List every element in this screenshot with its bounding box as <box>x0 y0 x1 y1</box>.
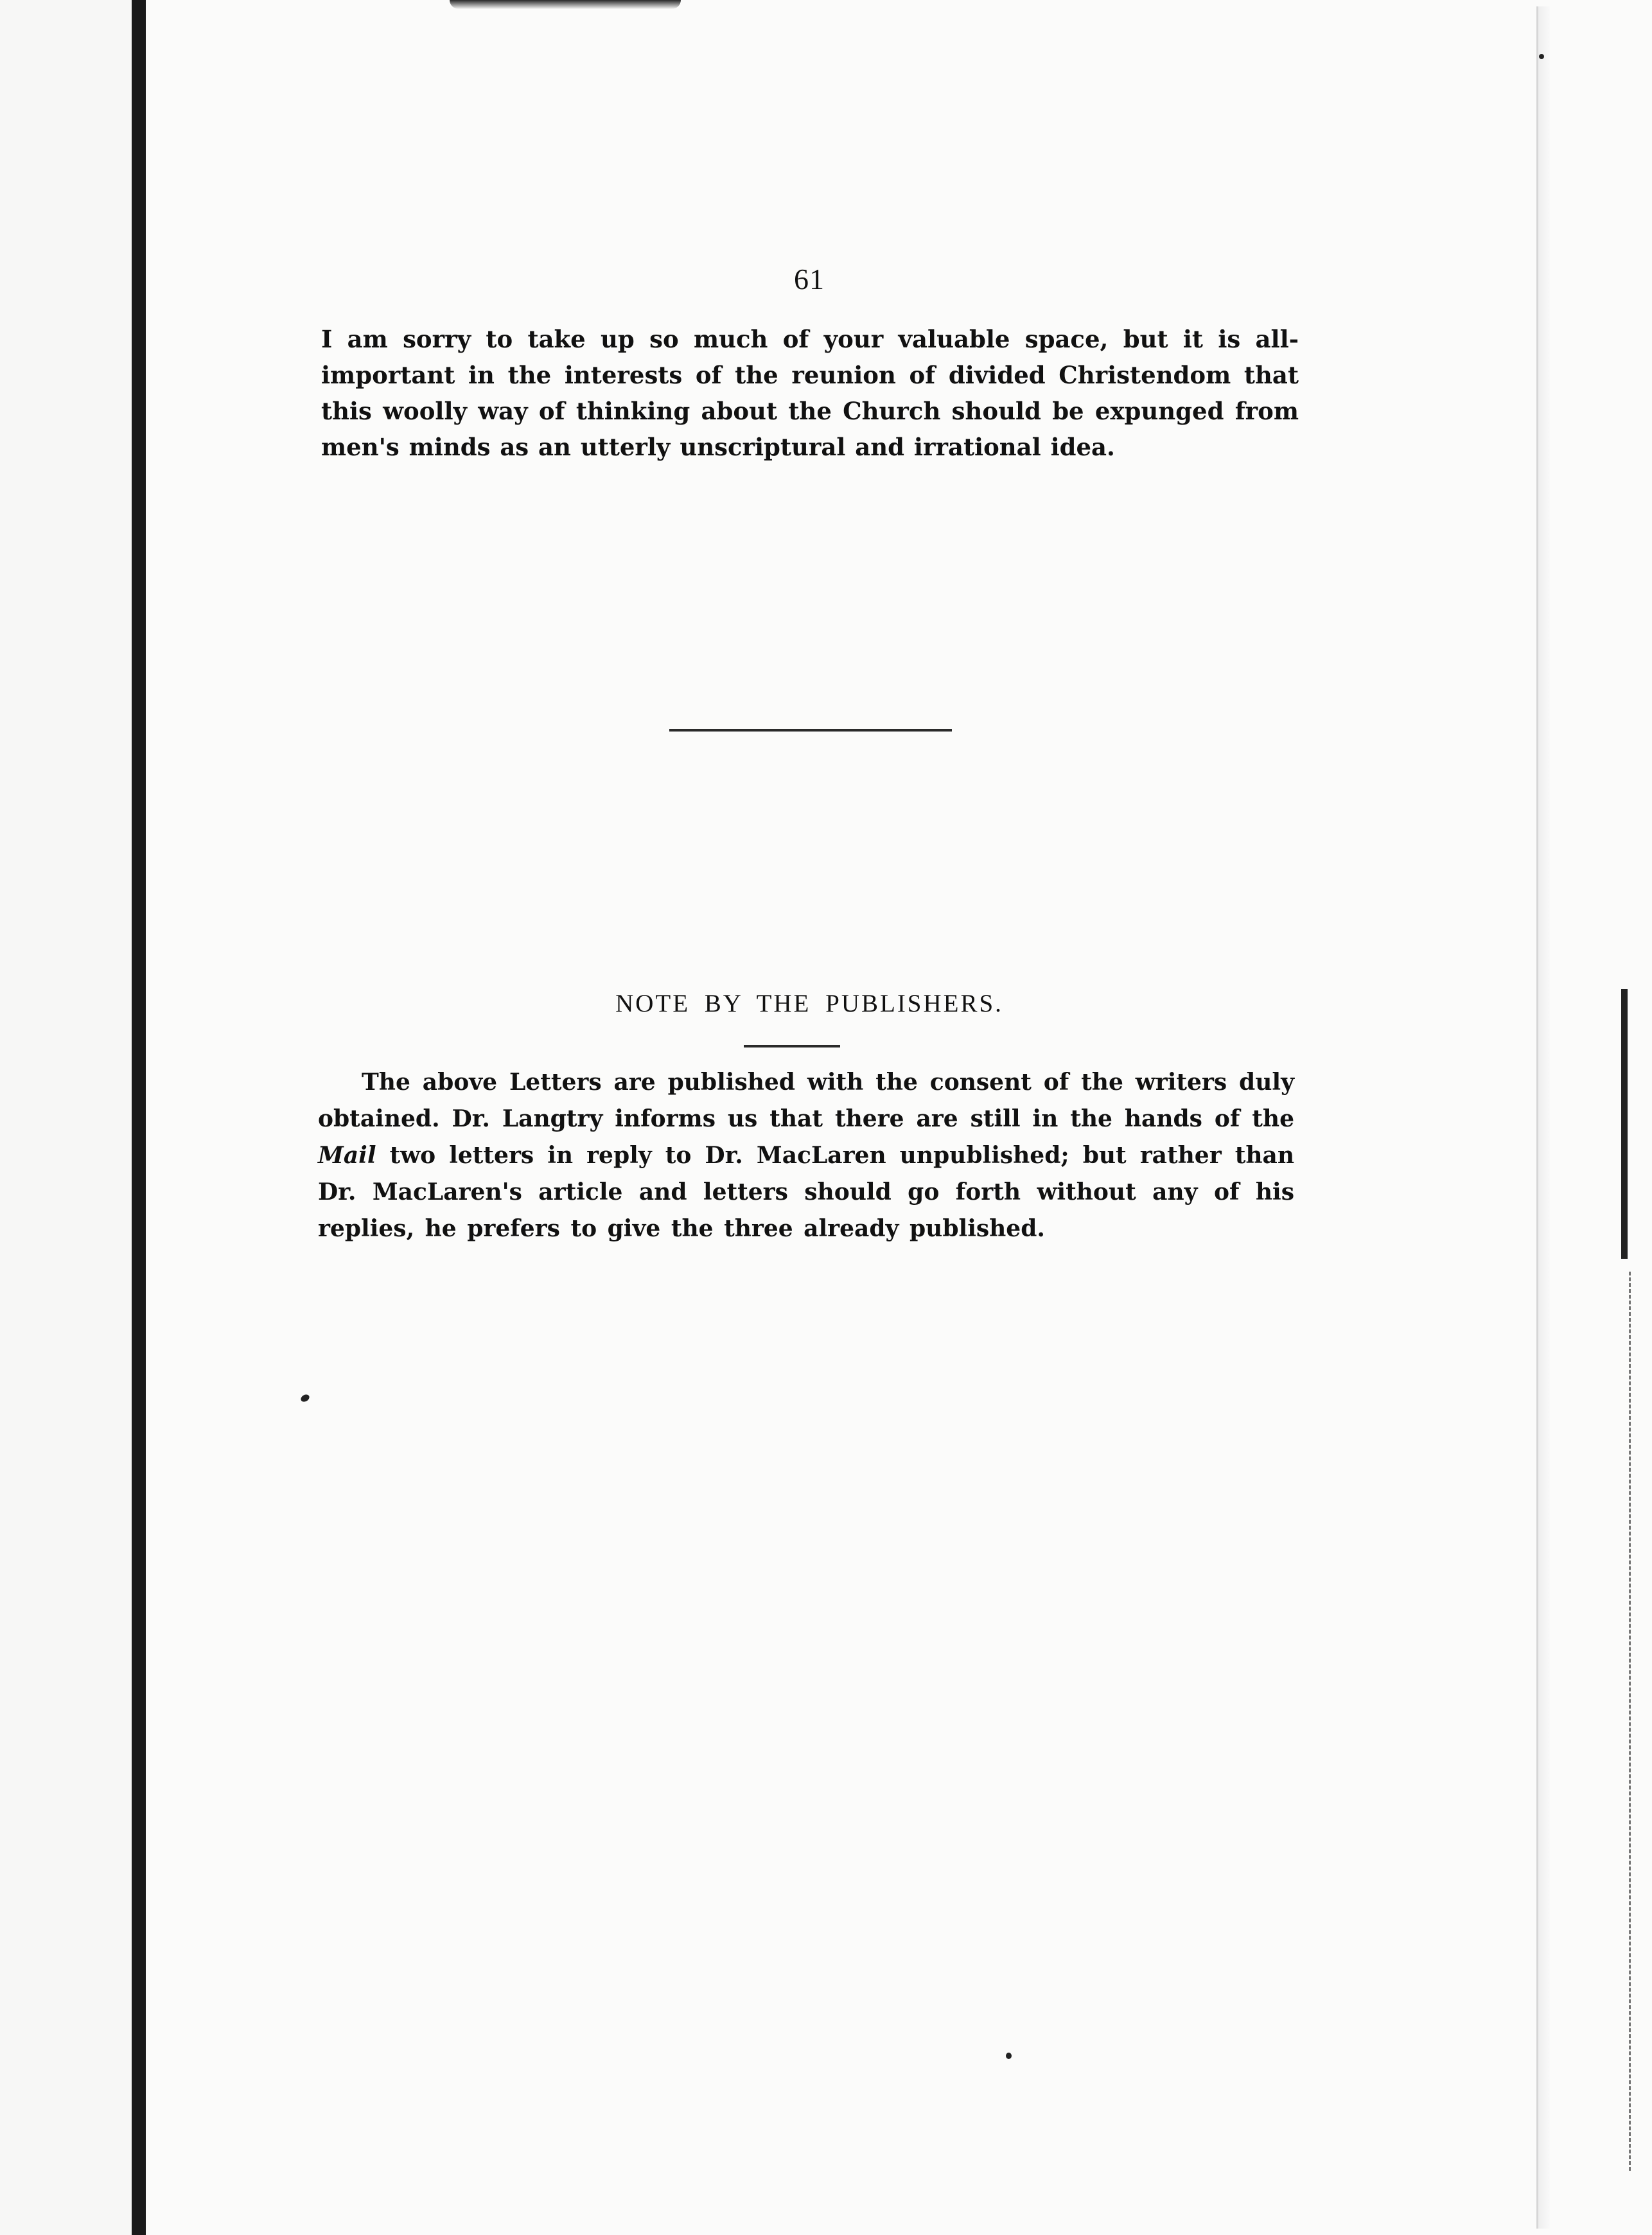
ink-speck <box>1539 54 1544 59</box>
newspaper-title: Mail <box>318 1142 376 1169</box>
right-edge-shadow <box>1621 989 1628 1259</box>
ink-speck <box>1006 2053 1012 2059</box>
top-edge-mark <box>450 0 681 9</box>
right-page-edge <box>1536 6 1550 2229</box>
section-divider <box>669 729 952 732</box>
left-page-margin <box>0 0 132 2235</box>
note-paragraph <box>318 1064 1294 1247</box>
binding-edge <box>132 0 146 2235</box>
page-number: 61 <box>794 263 825 295</box>
note-text-start: The above Letters are published with the consent of the writers duly obtained. Dr. Langtry informs us that there are still in the hands of the <box>318 1069 1294 1132</box>
note-text-end: two letters in reply to Dr. MacLaren unpublished; but rather than Dr. MacLaren's article and letters should go forth without any of his replies, he prefers to give the three already published. <box>318 1142 1294 1242</box>
right-edge-marks <box>1629 1272 1633 2171</box>
ink-speck <box>299 1393 310 1403</box>
body-paragraph: I am sorry to take up so much of your valuable space, but it is all-important in the interests of the reunion of divided Christendom that this woolly way of thinking about the Church should be expunged from men's minds as an utterly unscriptural and irrational idea. <box>321 325 1299 461</box>
heading-underline <box>744 1045 840 1047</box>
section-heading: NOTE BY THE PUBLISHERS. <box>615 990 1003 1017</box>
